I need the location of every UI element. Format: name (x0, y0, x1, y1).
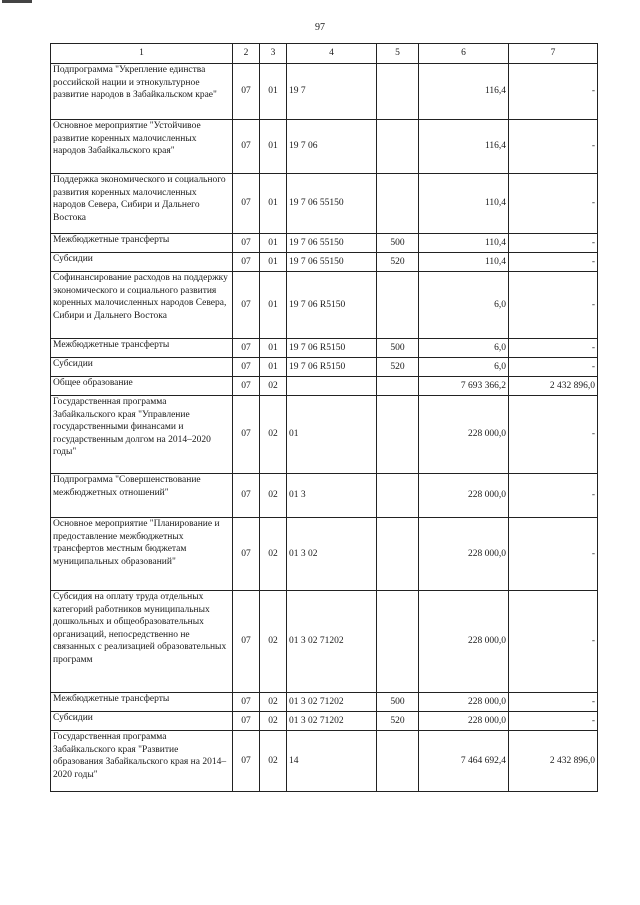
row-expense-type (377, 518, 419, 591)
row-target-article: 01 3 (287, 474, 377, 518)
table-row (51, 234, 598, 253)
row-name: Межбюджетные трансферты (51, 693, 233, 712)
row-name: Поддержка экономического и социального развития коренных малочисленных народов Севера, Сибири и Дальнего Востока (51, 174, 233, 234)
table-row (51, 474, 598, 518)
row-section: 07 (233, 693, 260, 712)
row-target-article: 01 3 02 71202 (287, 712, 377, 731)
row-target-article: 19 7 06 R5150 (287, 358, 377, 377)
row-section: 07 (233, 358, 260, 377)
header-cell: 7 (509, 44, 598, 64)
row-target-article: 19 7 06 R5150 (287, 339, 377, 358)
page-number: 97 (315, 22, 325, 33)
row-sum-federal: - (509, 591, 598, 693)
row-expense-type (377, 731, 419, 792)
row-target-article: 19 7 06 (287, 120, 377, 174)
row-sum-total: 228 000,0 (419, 396, 509, 474)
row-sum-federal: - (509, 518, 598, 591)
header-cell: 4 (287, 44, 377, 64)
scan-corner-mark (2, 0, 32, 3)
row-target-article: 19 7 06 R5150 (287, 272, 377, 339)
row-expense-type (377, 474, 419, 518)
row-target-article: 01 3 02 71202 (287, 693, 377, 712)
row-subsection: 02 (260, 377, 287, 396)
row-sum-federal: 2 432 896,0 (509, 377, 598, 396)
row-sum-federal: - (509, 474, 598, 518)
row-target-article: 01 3 02 (287, 518, 377, 591)
row-sum-total: 110,4 (419, 253, 509, 272)
row-expense-type: 520 (377, 358, 419, 377)
row-subsection: 01 (260, 358, 287, 377)
row-sum-total: 228 000,0 (419, 712, 509, 731)
table-row (51, 693, 598, 712)
row-sum-total: 228 000,0 (419, 474, 509, 518)
row-section: 07 (233, 174, 260, 234)
row-sum-total: 6,0 (419, 358, 509, 377)
row-sum-federal: - (509, 120, 598, 174)
table-row (51, 396, 598, 474)
row-section: 07 (233, 377, 260, 396)
table-row (51, 120, 598, 174)
header-cell: 5 (377, 44, 419, 64)
row-sum-total: 116,4 (419, 120, 509, 174)
row-expense-type: 500 (377, 693, 419, 712)
table-header-row (51, 44, 598, 64)
row-expense-type (377, 174, 419, 234)
row-subsection: 02 (260, 731, 287, 792)
row-sum-federal: - (509, 396, 598, 474)
table-row (51, 712, 598, 731)
table-row (51, 64, 598, 120)
row-subsection: 02 (260, 474, 287, 518)
row-expense-type (377, 64, 419, 120)
row-subsection: 02 (260, 591, 287, 693)
row-sum-total: 6,0 (419, 339, 509, 358)
table-row (51, 339, 598, 358)
row-expense-type: 500 (377, 339, 419, 358)
row-expense-type: 520 (377, 712, 419, 731)
row-target-article: 19 7 06 55150 (287, 174, 377, 234)
row-section: 07 (233, 518, 260, 591)
row-sum-federal: - (509, 712, 598, 731)
row-section: 07 (233, 339, 260, 358)
row-sum-total: 7 693 366,2 (419, 377, 509, 396)
table-row (51, 253, 598, 272)
table-row (51, 591, 598, 693)
row-section: 07 (233, 731, 260, 792)
row-name: Государственная программа Забайкальского края "Развитие образования Забайкальского края на 2014–2020 годы" (51, 731, 233, 792)
row-section: 07 (233, 120, 260, 174)
row-expense-type (377, 591, 419, 693)
row-subsection: 01 (260, 253, 287, 272)
row-section: 07 (233, 474, 260, 518)
row-sum-total: 228 000,0 (419, 591, 509, 693)
row-sum-federal: - (509, 693, 598, 712)
row-name: Основное мероприятие "Планирование и предоставление межбюджетных трансфертов местным бюджетам муниципальных образований" (51, 518, 233, 591)
row-sum-total: 228 000,0 (419, 518, 509, 591)
row-name: Софинансирование расходов на поддержку экономического и социального развития коренных малочисленных народов Севера, Сибири и Дальнего Востока (51, 272, 233, 339)
row-sum-federal: - (509, 358, 598, 377)
row-target-article: 01 (287, 396, 377, 474)
row-target-article (287, 377, 377, 396)
row-section: 07 (233, 396, 260, 474)
row-sum-total: 7 464 692,4 (419, 731, 509, 792)
row-expense-type: 520 (377, 253, 419, 272)
row-sum-federal: - (509, 253, 598, 272)
row-section: 07 (233, 712, 260, 731)
row-sum-federal: - (509, 174, 598, 234)
header-cell: 2 (233, 44, 260, 64)
row-subsection: 01 (260, 272, 287, 339)
header-cell: 6 (419, 44, 509, 64)
row-subsection: 02 (260, 518, 287, 591)
row-name: Общее образование (51, 377, 233, 396)
row-sum-total: 110,4 (419, 234, 509, 253)
row-name: Межбюджетные трансферты (51, 339, 233, 358)
row-sum-total: 228 000,0 (419, 693, 509, 712)
row-name: Основное мероприятие "Устойчивое развитие коренных малочисленных народов Забайкальского края" (51, 120, 233, 174)
row-name: Субсидии (51, 712, 233, 731)
row-subsection: 02 (260, 693, 287, 712)
header-cell: 1 (51, 44, 233, 64)
table-row (51, 174, 598, 234)
row-target-article: 19 7 06 55150 (287, 253, 377, 272)
row-name: Субсидии (51, 253, 233, 272)
table-row (51, 272, 598, 339)
row-sum-federal: - (509, 234, 598, 253)
row-subsection: 02 (260, 396, 287, 474)
row-section: 07 (233, 253, 260, 272)
row-subsection: 01 (260, 339, 287, 358)
row-target-article: 14 (287, 731, 377, 792)
row-subsection: 02 (260, 712, 287, 731)
row-subsection: 01 (260, 120, 287, 174)
row-section: 07 (233, 64, 260, 120)
table-row (51, 377, 598, 396)
row-expense-type (377, 377, 419, 396)
row-expense-type (377, 272, 419, 339)
row-name: Межбюджетные трансферты (51, 234, 233, 253)
row-name: Подпрограмма "Совершенствование межбюджетных отношений" (51, 474, 233, 518)
row-name: Подпрограмма "Укрепление единства российской нации и этнокультурное развитие народов в Забайкальском крае" (51, 64, 233, 120)
row-target-article: 19 7 (287, 64, 377, 120)
row-section: 07 (233, 591, 260, 693)
row-section: 07 (233, 272, 260, 339)
row-sum-total: 116,4 (419, 64, 509, 120)
row-name: Государственная программа Забайкальского края "Управление государственными финансами и государственным долгом на 2014–2020 годы" (51, 396, 233, 474)
row-subsection: 01 (260, 64, 287, 120)
header-cell: 3 (260, 44, 287, 64)
row-subsection: 01 (260, 174, 287, 234)
table-row (51, 358, 598, 377)
row-sum-federal: - (509, 339, 598, 358)
row-expense-type (377, 120, 419, 174)
table-row (51, 731, 598, 792)
row-sum-total: 6,0 (419, 272, 509, 339)
row-sum-federal: - (509, 272, 598, 339)
row-target-article: 19 7 06 55150 (287, 234, 377, 253)
row-expense-type: 500 (377, 234, 419, 253)
row-subsection: 01 (260, 234, 287, 253)
table-row (51, 518, 598, 591)
row-expense-type (377, 396, 419, 474)
row-target-article: 01 3 02 71202 (287, 591, 377, 693)
row-section: 07 (233, 234, 260, 253)
row-name: Субсидии (51, 358, 233, 377)
row-name: Субсидия на оплату труда отдельных категорий работников муниципальных дошкольных и общеобразовательных организаций, непосредственно не связанных с реализацией образовательных программ (51, 591, 233, 693)
row-sum-federal: 2 432 896,0 (509, 731, 598, 792)
budget-table (50, 43, 598, 792)
row-sum-federal: - (509, 64, 598, 120)
row-sum-total: 110,4 (419, 174, 509, 234)
